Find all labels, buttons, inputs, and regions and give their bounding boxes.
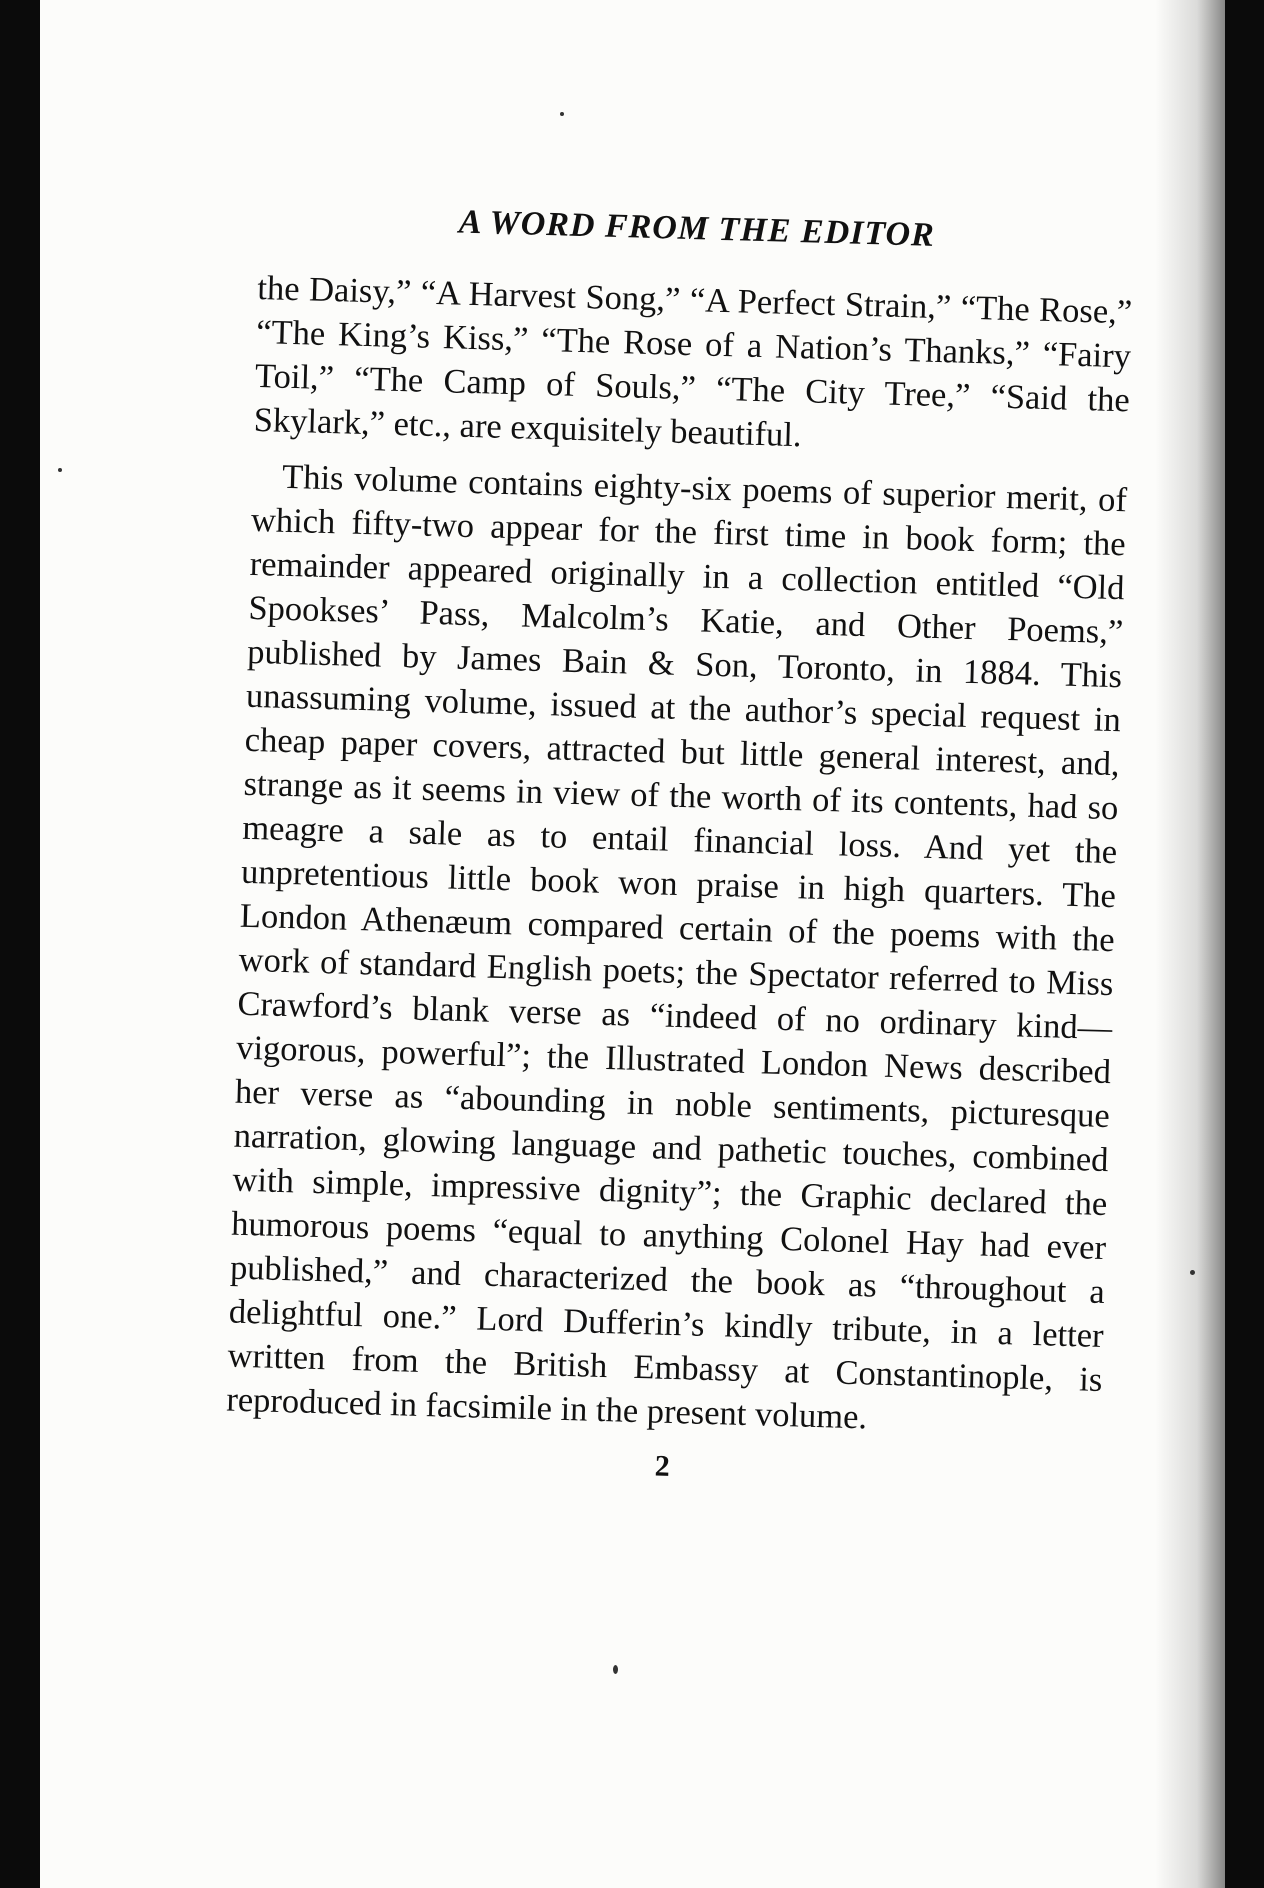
- page-edge-shadow: [1155, 0, 1225, 1888]
- ink-speck: [58, 468, 62, 472]
- paragraph-continued: the Daisy,” “A Harvest Song,” “A Perfect Strain,” “The Rose,” “The King’s Kiss,” “The Rose of a Nation’s Thanks,” “Fairy Toil,” “The Camp of Souls,” “The City Tree,” “Said the Skylark,” etc., are exquisitely beautiful.: [253, 268, 1133, 455]
- running-head: A WORD FROM THE EDITOR: [458, 203, 936, 254]
- page-number: 2: [654, 1449, 671, 1483]
- paragraph: This volume contains eighty-six poems of superior merit, of which fifty-two appear for the first time in book form; the remainder appeared originally in a collection entitled “Old Spookses’ Pass, Malcolm’s Katie, and Other Poems,” published by James Bain & Son, Toronto, in 1884. This unassuming volume, issued at the author’s special request in cheap paper covers, attracted but little general interest, and, strange as it seems in view of the worth of its contents, had so meagre a sale as to entail financial loss. And yet the unpretentious little book won praise in high quarters. The London Athenæum compared certain of the poems with the work of standard English poets; the Spectator referred to Miss Crawford’s blank verse as “indeed of no ordinary kind—vigorous, powerful”; the Illustrated London News described her verse as “abounding in noble sentiments, picturesque narration, glowing language and pathetic touches, combined with simple, impressive dignity”; the Graphic declared the humorous poems “equal to anything Colonel Hay had ever published,” and characterized the book as “throughout a delightful one.” Lord Dufferin’s kindly tribute, in a letter written from the British Embassy at Constantinople, is reproduced in facsimile in the present volume.: [225, 457, 1128, 1437]
- ink-speck: [613, 1665, 618, 1674]
- ink-speck: [560, 112, 564, 116]
- book-page: [40, 0, 1225, 1888]
- ink-speck: [1190, 1270, 1195, 1275]
- text-block: [224, 198, 1134, 1496]
